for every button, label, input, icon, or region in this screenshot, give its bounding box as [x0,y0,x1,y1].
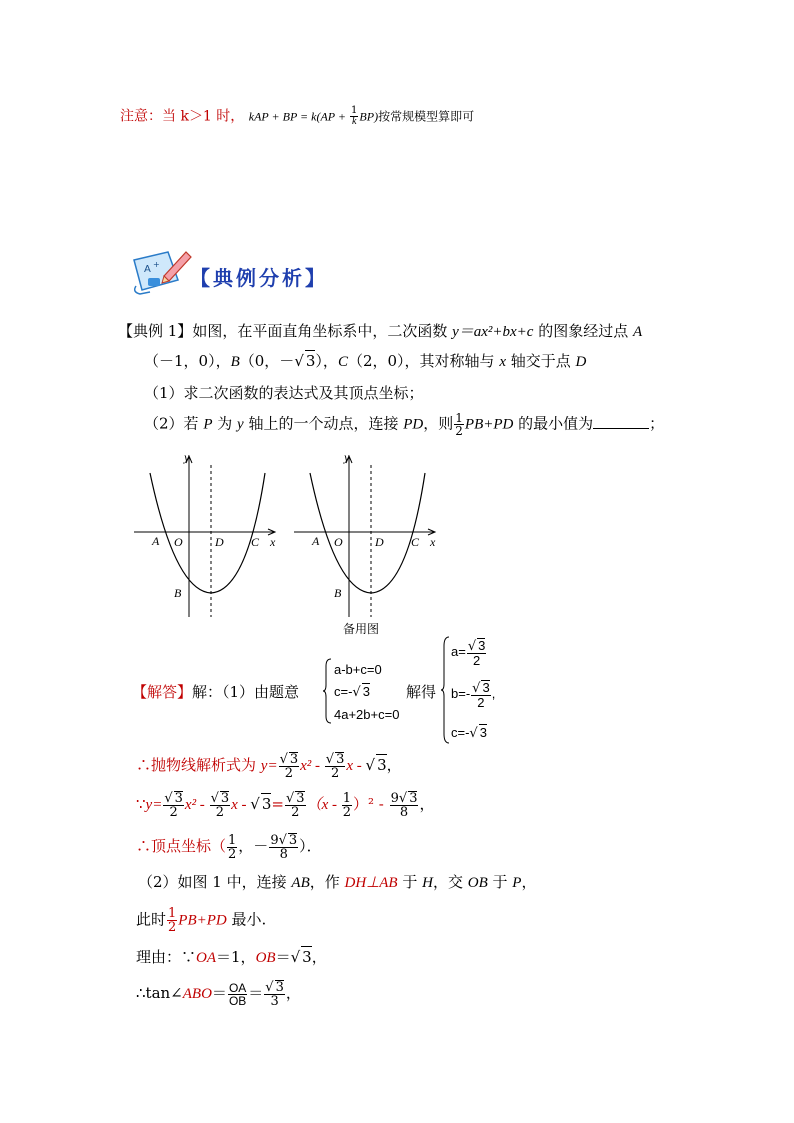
left-brace-icon [322,658,332,724]
l2-d: x - [231,797,251,813]
system-eq-1: a-b+c=0 [334,662,382,677]
l7-frac-1 [228,982,247,1007]
solution-line-2 [136,791,435,819]
problem-line-2 [144,350,586,372]
l1-frac-1-den: 2 [284,766,293,781]
l2-frac-1-num: 3 [174,791,183,806]
l2-frac-5 [390,791,419,819]
note-line [120,106,474,127]
l6-sqrt: 3 [302,948,312,966]
parabola [150,473,265,593]
l2-frac-1-den: 2 [169,805,178,820]
fig2-d-label: D [375,535,384,549]
eq2-sqrt: 3 [362,684,370,699]
fig2-b-label: B [334,586,342,600]
result-b-frac [471,680,491,709]
l3-frac-2-num: 3 [288,833,298,848]
problem-q2 [144,412,664,437]
sqrt-icon: √ [365,756,376,774]
l2-a: ∵ [136,795,146,813]
l7-frac-2 [264,980,285,1008]
result-a-label: a= [451,643,466,659]
solution-line-1 [136,752,402,780]
l3-frac-1-den: 2 [228,846,237,862]
result-a [451,638,487,667]
note-gt1: ＞1 时， [188,108,245,125]
l2-h: ， [419,795,435,813]
solution-intro [132,682,299,702]
solved-label: 解得 [406,683,437,701]
note-label: 注意：当 [120,108,176,125]
problem-point-c: C [337,354,348,370]
q2-y: y [237,416,244,433]
eq2-text: c=- [334,684,353,699]
result-c-label: c=- [451,725,470,740]
l2-frac-2-num: 3 [220,791,230,806]
problem-l2e: 轴交于点 [505,352,576,370]
l2-c: x² - [184,797,209,813]
solution-line-5 [136,907,266,934]
sqrt-icon: √ [210,791,219,806]
svg-text:A: A [144,264,151,275]
problem-text2: 的图象经过点 [533,322,634,340]
result-b-den: 2 [477,695,485,710]
q2-d: ，则 [423,414,454,433]
l3-frac-2-den: 8 [279,847,288,862]
solution-intro-text: 解：（1）由题意 [192,683,300,701]
q2-a: （2）若 [144,414,204,433]
sqrt-icon: √ [472,681,481,696]
sqrt-icon: √ [250,795,260,813]
l6-f: ， [311,948,327,966]
q2-f: 的最小值为 [513,414,594,433]
l1-frac-1-num: 3 [289,752,299,767]
system-eq-2 [334,683,370,700]
l3-frac-2 [269,833,298,861]
note-k: k [180,108,189,125]
l5-c: 最小. [226,910,267,929]
problem-l2a: （－1，0）， [144,352,231,370]
sqrt-icon: √ [467,639,477,654]
fig1-c-label: C [251,535,260,549]
fig2-y-label: y [344,450,350,464]
problem-l2c: ）， [315,352,338,370]
result-b-label: b=- [451,685,471,701]
l5-a: 此时 [136,910,167,929]
l2-frac-5-nine: 9 [390,791,399,806]
q2-g: ； [649,414,665,433]
q2-c: 轴上的一个动点，连接 [243,414,404,433]
l4-j: P [512,875,522,891]
q2-e: PB+PD [464,416,514,433]
sqrt-icon: √ [265,980,274,995]
figure-2 [294,445,444,620]
l4-e: 于 [397,873,423,891]
l5-b: PB+PD [178,912,227,929]
l2-frac-1 [163,791,184,819]
note-expr-left: kAP + BP = k(AP + [248,109,350,124]
section-header [128,246,368,296]
l3-b: ，－ [238,837,269,855]
l2-f: （x - [306,797,341,813]
l1-d: x - [346,758,366,774]
l3-frac-1-num: 1 [228,832,237,848]
problem-l2b: （0，－ [239,352,295,370]
sqrt-icon: √ [352,685,361,700]
q2-half [454,412,464,437]
l2-frac-5-num: 3 [409,791,418,806]
fig1-o-label: O [174,535,183,549]
sqrt-icon: √ [325,752,335,767]
l2-frac-3-den: 2 [291,805,300,820]
result-a-frac [467,638,487,667]
l2-e: = [271,795,284,813]
l4-h: OB [467,875,488,891]
result-b-num: 3 [482,680,490,695]
l6-e: ＝ [275,948,291,966]
problem-l2d: （2，0），其对称轴与 [347,352,500,370]
svg-text:+: + [153,260,160,269]
note-frac-num: 1 [351,105,358,116]
l6-d: OB [255,950,276,966]
result-a-den: 2 [472,653,481,668]
l6-c: ＝1， [216,948,256,966]
sqrt-icon: √ [164,791,173,806]
l1-e: ， [386,756,402,774]
l2-frac-4-num: 1 [342,790,351,806]
l2-frac-5-den: 8 [399,805,409,820]
q2-pd: PD [403,416,424,433]
l4-k: ， [521,873,537,891]
fig1-x-label: x [270,535,276,549]
l4-i: 于 [487,873,513,891]
l1-frac-2-num: 3 [336,752,345,767]
l7-frac-1-num: OA [228,980,247,995]
paper-pencil-icon [128,246,194,302]
note-expr-right: BP) [359,109,379,124]
sqrt-icon: √ [469,726,478,741]
sqrt-icon: √ [398,791,408,806]
q2-half-den: 2 [455,424,463,438]
l2-b: y= [145,797,163,813]
problem-line-1 [118,321,642,342]
l7-e: ＝ [248,984,264,1002]
l7-frac-1-den: OB [228,993,247,1008]
l2-frac-3-num: 3 [296,791,305,806]
l3-a: ∴顶点坐标（ [136,837,227,855]
fig2-c-label: C [411,535,420,549]
problem-point-a: A [633,324,643,340]
solution-line-3 [136,833,322,861]
result-c-val: 3 [479,725,487,740]
l6-a: 理由：∵ [136,948,197,966]
problem-sqrt3: 3 [305,352,316,370]
solution-line-4 [138,872,536,893]
answer-blank [593,414,649,429]
l2-frac-3 [285,791,306,819]
l5-half-num: 1 [168,906,177,921]
note-tail: 按常规模型算即可 [378,109,475,124]
l3-frac-1 [227,834,237,861]
result-c [451,724,487,741]
l2-sqrt: 3 [261,795,272,813]
problem-q1: （1）求二次函数的表达式及其顶点坐标； [144,384,424,402]
fig1-b-label: B [174,586,182,600]
sqrt-icon: √ [279,752,288,767]
system-eq-3: 4a+2b+c=0 [334,707,400,722]
l6-b: OA [196,950,217,966]
problem-point-b: B [230,354,240,370]
l1-b: y= [260,758,278,774]
l7-a: ∴tan∠ [136,984,183,1002]
l7-f: ， [285,984,301,1002]
q2-p: P [203,416,213,433]
problem-point-d: D [575,354,587,370]
l2-frac-4-den: 2 [342,804,351,820]
fig1-a-label: A [152,534,160,548]
fig1-y-label: y [184,450,190,464]
l2-g: ）² - [353,795,389,813]
l4-d: DH⊥AB [344,875,398,891]
problem-text1: 如图，在平面直角坐标系中，二次函数 [192,322,453,340]
solution-line-7 [136,980,301,1008]
sqrt-icon: √ [278,833,287,848]
l1-frac-1 [279,752,300,780]
l1-frac-2-den: 2 [330,766,340,781]
l1-sqrt: 3 [377,756,387,774]
fig1-d-label: D [215,535,224,549]
l4-c: ，作 [309,873,345,891]
l7-frac-2-num: 3 [275,980,284,995]
result-b [451,680,495,709]
note-frac-den: k [351,116,357,127]
l3-frac-2-nine: 9 [270,833,279,848]
l4-g: ，交 [432,873,468,891]
l4-a: （2）如图 1 中，连接 [138,873,292,891]
q2-half-num: 1 [455,411,463,425]
fig2-x-label: x [430,535,436,549]
sqrt-icon: √ [285,791,295,806]
l7-b: ABO [182,986,212,1002]
l2-frac-4 [342,792,352,819]
sqrt-icon: √ [290,948,301,966]
solution-tag: 【解答】 [132,683,193,701]
l2-frac-2-den: 2 [215,805,224,820]
section-title: 【典例分析】 [190,266,328,290]
l4-b: AB [291,875,310,891]
problem-x: x [499,354,506,370]
l2-frac-2 [210,791,231,819]
l1-c: x² - [300,758,324,774]
fig2-a-label: A [312,534,320,548]
parabola [310,473,425,593]
sqrt-icon: √ [294,352,304,370]
l4-f: H [422,875,433,891]
l1-frac-2 [325,752,346,780]
fig2-o-label: O [334,535,343,549]
left-brace-icon [440,636,450,744]
l1-a: ∴抛物线解析式为 [136,756,261,774]
problem-func: y＝ax²+bx+c [452,324,534,340]
l7-c: ＝ [211,984,227,1002]
q2-b: 为 [212,414,238,433]
figure-caption: 备用图 [343,622,380,636]
l5-half-den: 2 [168,920,177,935]
note-frac [350,106,358,127]
result-b-comma: , [491,685,496,701]
problem-tag: 【典例 1】 [118,322,193,340]
l7-frac-2-den: 3 [270,994,279,1009]
l3-c: ）． [299,837,322,855]
solution-line-6 [136,946,327,968]
l5-half [167,907,177,934]
figure-1 [134,445,284,620]
result-a-num: 3 [478,638,486,653]
